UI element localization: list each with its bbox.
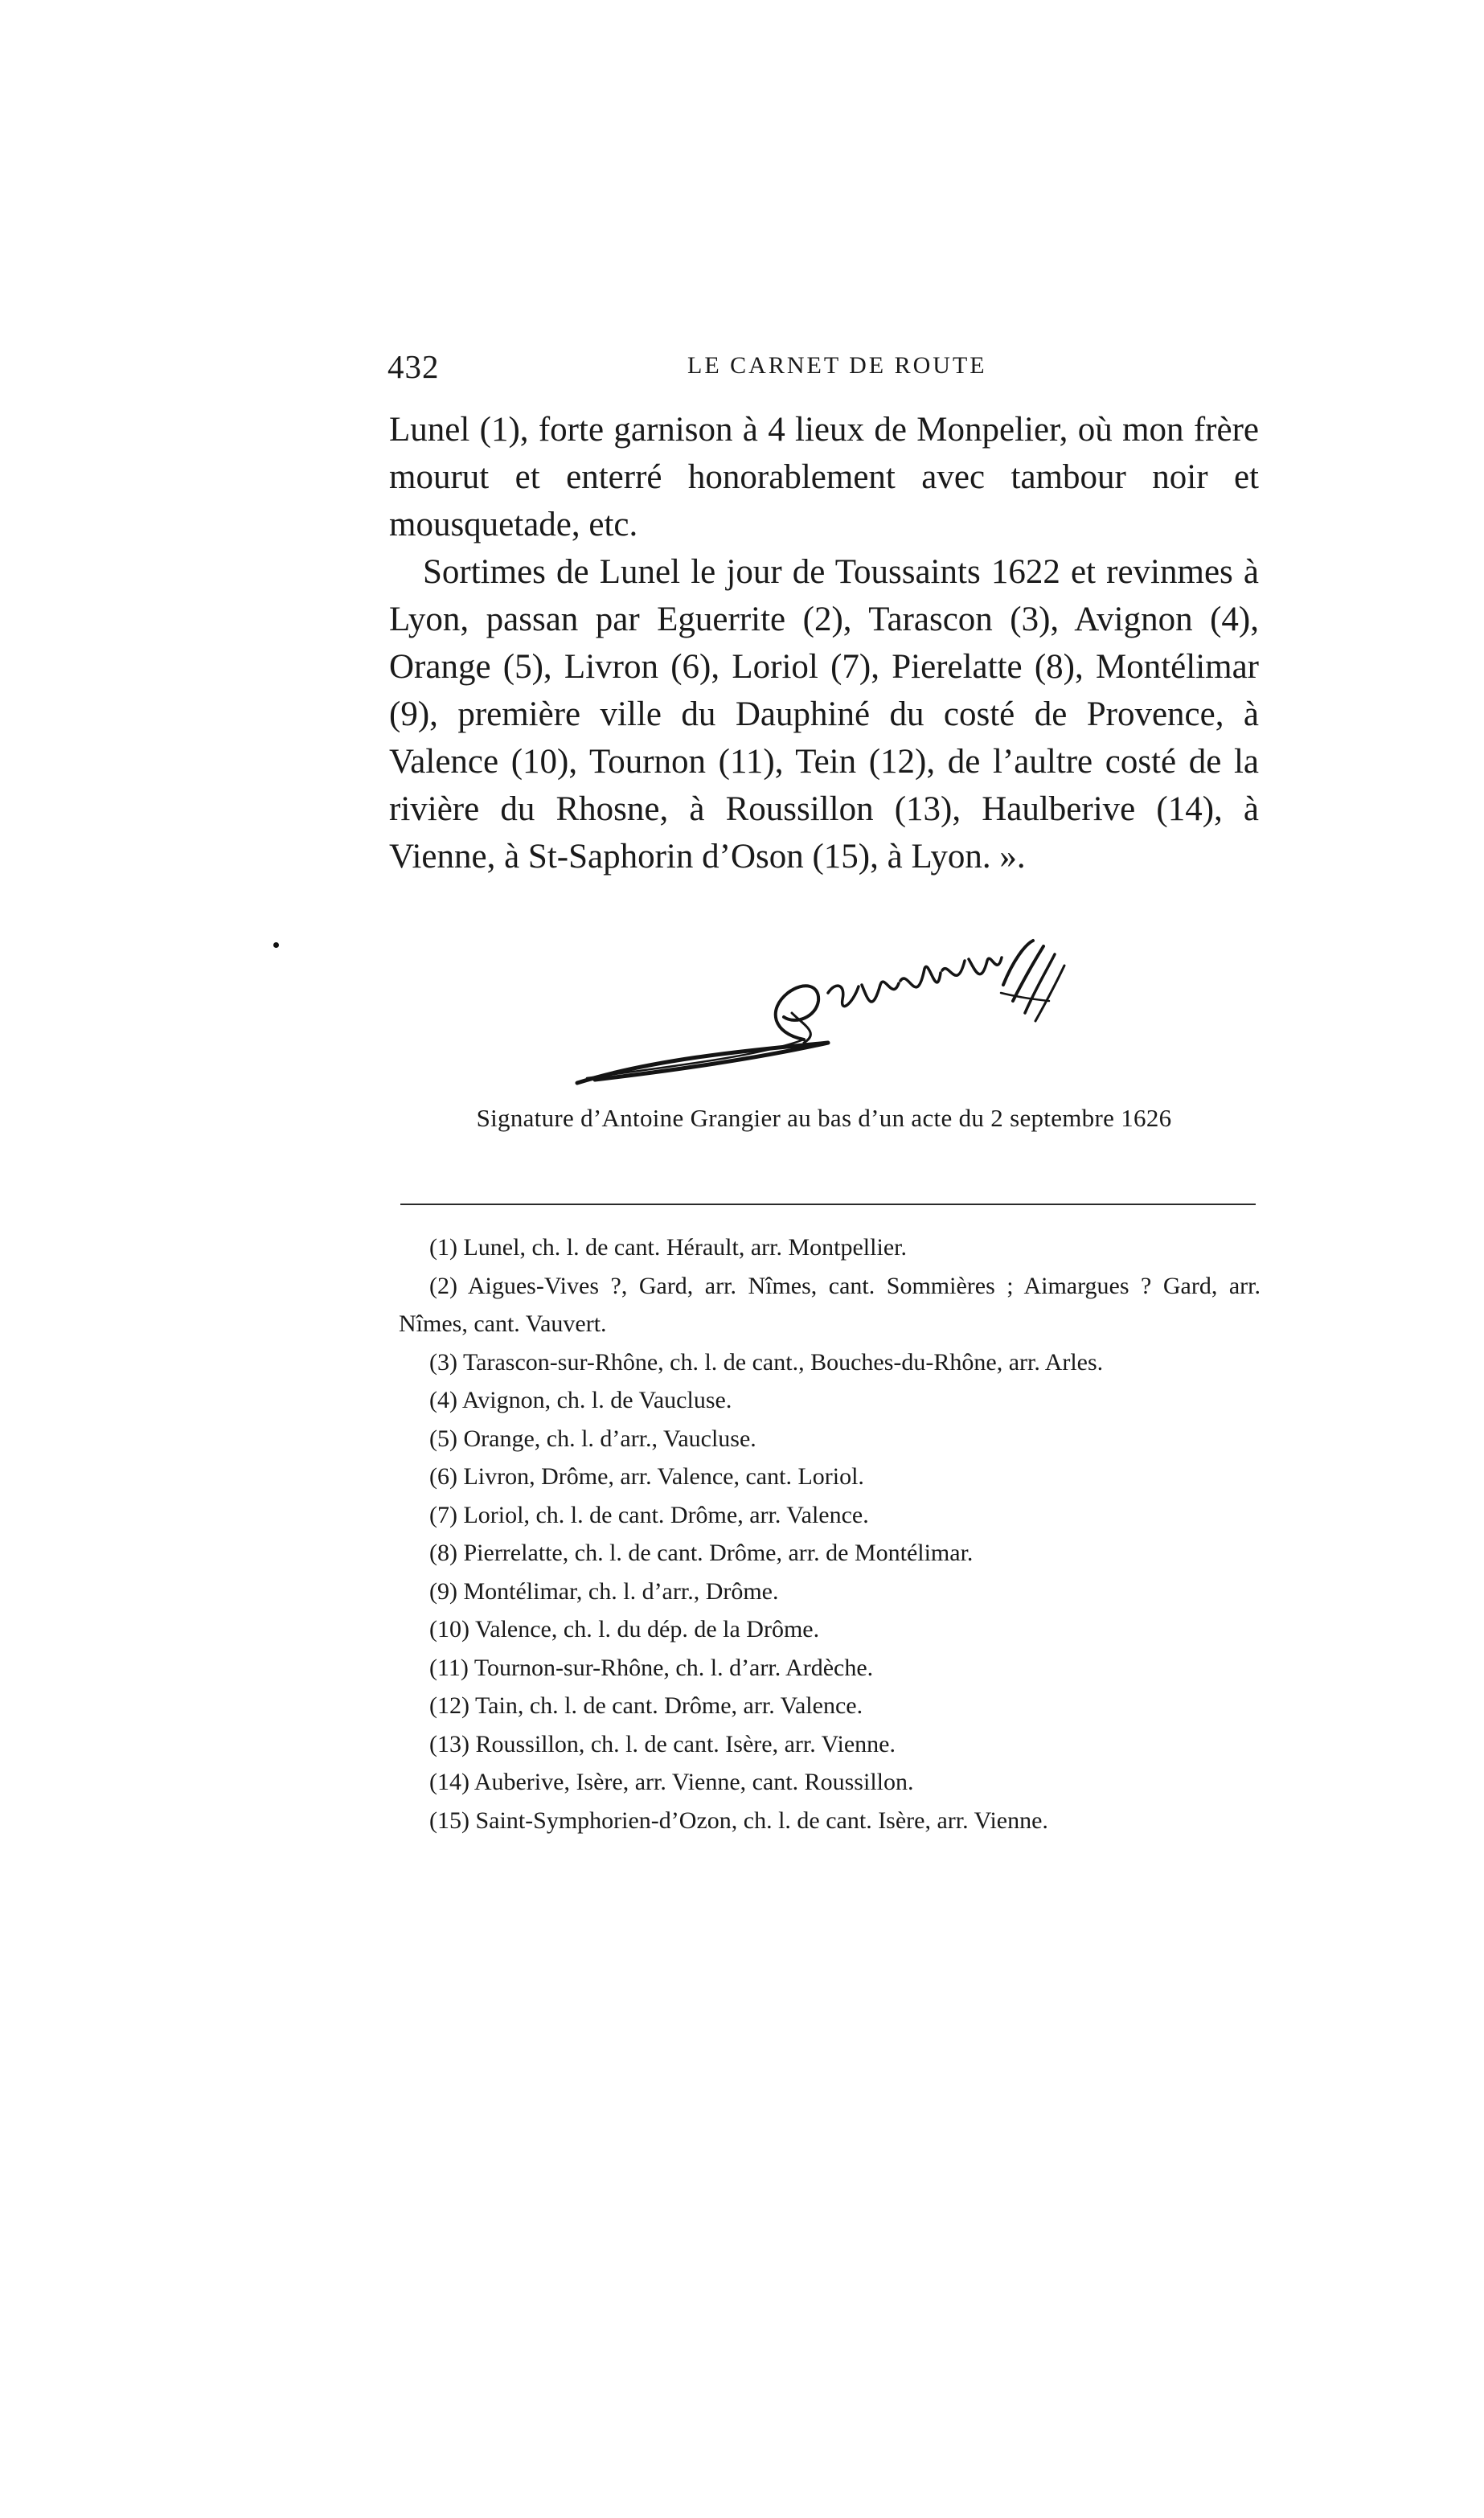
- footnote: (1) Lunel, ch. l. de cant. Hérault, arr. Montpellier.: [429, 1234, 907, 1261]
- footnote: (8) Pierrelatte, ch. l. de cant. Drôme, arr. de Montélimar.: [429, 1540, 974, 1566]
- paragraph-2: Sortimes de Lunel le jour de Toussaints 1622 et revinmes à Lyon, passan par Eguerrite (2), Tarascon (3), Avignon (4), Orange (5), Livron (6), Loriol (7), Pierelatte (8), Montélimar (9), première ville du Dauphiné du costé de Provence, à Valence (10), Tournon (11), Tein (12), de l’aultre costé de la rivière du Rhosne, à Roussillon (13), Haulberive (14), à Vienne, à St-Saphorin d’Oson (15), à Lyon. ».: [389, 553, 1259, 876]
- footnote: (10) Valence, ch. l. du dép. de la Drôme.: [429, 1616, 820, 1642]
- page-number: 432: [387, 348, 440, 385]
- footnote-separator: [400, 1204, 1256, 1205]
- footnote: (13) Roussillon, ch. l. de cant. Isère, arr. Vienne.: [429, 1730, 896, 1757]
- footnote: (12) Tain, ch. l. de cant. Drôme, arr. Valence.: [429, 1692, 863, 1719]
- footnote: (15) Saint-Symphorien-d’Ozon, ch. l. de cant. Isère, arr. Vienne.: [429, 1806, 1048, 1834]
- footnote: (5) Orange, ch. l. d’arr., Vaucluse.: [429, 1425, 756, 1452]
- footnote: (14) Auberive, Isère, arr. Vienne, cant. Roussillon.: [429, 1769, 914, 1795]
- grangier-signature-image: [563, 937, 1093, 1089]
- footnote: (2) Aigues-Vives ?, Gard, arr. Nîmes, cant. Sommières ; Aimargues ? Gard, arr. Nîmes, cant. Vauvert.: [399, 1272, 1261, 1337]
- ink-speck: [273, 942, 279, 948]
- footnote: (3) Tarascon-sur-Rhône, ch. l. de cant., Bouches-du-Rhône, arr. Arles.: [429, 1348, 1104, 1376]
- footnote: (9) Montélimar, ch. l. d’arr., Drôme.: [429, 1577, 779, 1605]
- footnote: (7) Loriol, ch. l. de cant. Drôme, arr. Valence.: [429, 1501, 869, 1528]
- footnotes: [399, 1228, 1261, 1839]
- figure-caption: Signature d’Antoine Grangier au bas d’un acte du 2 septembre 1626: [476, 1104, 1172, 1132]
- running-title: LE CARNET DE ROUTE: [687, 352, 987, 379]
- footnote: (11) Tournon-sur-Rhône, ch. l. d’arr. Ardèche.: [429, 1654, 874, 1681]
- footnote: (6) Livron, Drôme, arr. Valence, cant. Loriol.: [429, 1463, 864, 1490]
- footnote: (4) Avignon, ch. l. de Vaucluse.: [429, 1387, 732, 1413]
- main-text: [389, 406, 1259, 880]
- paragraph-1: Lunel (1), forte garnison à 4 lieux de Monpelier, où mon frère mourut et enterré honorablement avec tambour noir et mousquetade, etc.: [389, 411, 1259, 543]
